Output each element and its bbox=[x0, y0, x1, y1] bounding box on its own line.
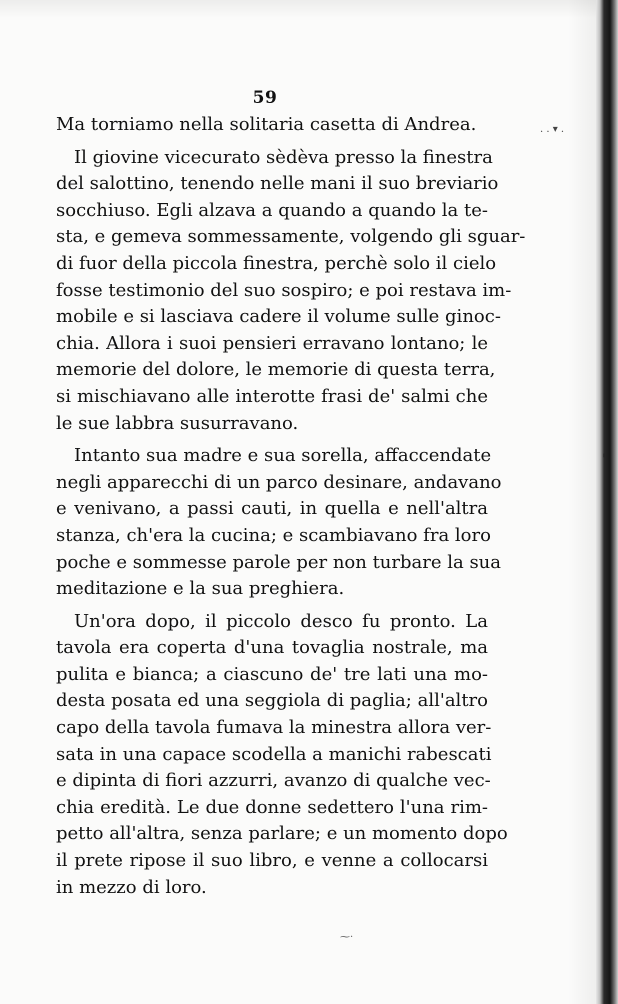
text-line: capo della tavola fumava la minestra allora ver- bbox=[56, 717, 492, 739]
text-line: negli apparecchi di un parco desinare, andavano bbox=[56, 471, 502, 493]
text-line: sta, e gemeva sommessamente, volgendo gli sguar- bbox=[56, 226, 526, 248]
book-binding-gutter bbox=[596, 0, 618, 1004]
page-number: 59 bbox=[252, 88, 278, 108]
text-line: sata in una capace scodella a manichi rabescati bbox=[56, 743, 492, 765]
text-line: Ma torniamo nella solitaria casetta di Andrea. bbox=[56, 114, 477, 135]
ink-speck: ' bbox=[602, 452, 606, 468]
top-edge-shadow bbox=[0, 0, 596, 18]
paragraph bbox=[56, 609, 508, 902]
text-line: mobile e si lasciava cadere il volume sulle ginoc- bbox=[56, 306, 501, 328]
text-line: in mezzo di loro. bbox=[56, 876, 207, 898]
text-line: poche e sommesse parole per non turbare la sua bbox=[56, 551, 501, 573]
text-line: memorie del dolore, le memorie di questa terra, bbox=[56, 359, 496, 381]
paragraph bbox=[56, 443, 502, 603]
text-line: petto all'altra, senza parlare; e un momento dopo bbox=[56, 823, 508, 845]
text-line: socchiuso. Egli alzava a quando a quando la te- bbox=[56, 199, 488, 221]
text-line: Intanto sua madre e sua sorella, affaccendate bbox=[74, 445, 492, 467]
text-line: e dipinta di fiori azzurri, avanzo di qualche vec- bbox=[56, 770, 491, 792]
text-line: del salottino, tenendo nelle mani il suo breviario bbox=[56, 173, 499, 195]
paragraph bbox=[56, 112, 488, 139]
text-line: fosse testimonio del suo sospiro; e poi restava im- bbox=[56, 279, 512, 301]
text-line: desta posata ed una seggiola di paglia; all'altro bbox=[56, 690, 488, 712]
text-line: le sue labbra susurravano. bbox=[56, 412, 299, 434]
body-text bbox=[56, 112, 526, 907]
text-line: tavola era coperta d'una tovaglia nostrale, ma bbox=[56, 637, 488, 659]
ink-speck: ⁓· bbox=[340, 932, 354, 943]
gutter-shadow bbox=[568, 0, 596, 1004]
paragraph bbox=[56, 145, 526, 438]
ink-speck: . . ▾ . bbox=[540, 124, 565, 135]
text-line: stanza, ch'era la cucina; e scambiavano fra loro bbox=[56, 524, 491, 546]
text-line: chia eredità. Le due donne sedettero l'una rim- bbox=[56, 796, 488, 818]
text-line: si mischiavano alle interotte frasi de' salmi che bbox=[56, 385, 488, 407]
text-line: il prete ripose il suo libro, e venne a collocarsi bbox=[56, 850, 488, 872]
text-line: e venivano, a passi cauti, in quella e nell'altra bbox=[56, 498, 488, 520]
text-line: di fuor della piccola finestra, perchè solo il cielo bbox=[56, 252, 497, 274]
text-line: pulita e bianca; a ciascuno de' tre lati una mo- bbox=[56, 663, 488, 685]
text-line: chia. Allora i suoi pensieri erravano lontano; le bbox=[56, 332, 488, 354]
text-line: Il giovine vicecurato sèdèva presso la finestra bbox=[74, 146, 493, 168]
text-line: Un'ora dopo, il piccolo desco fu pronto. La bbox=[74, 610, 488, 632]
text-line: meditazione e la sua preghiera. bbox=[56, 578, 345, 600]
